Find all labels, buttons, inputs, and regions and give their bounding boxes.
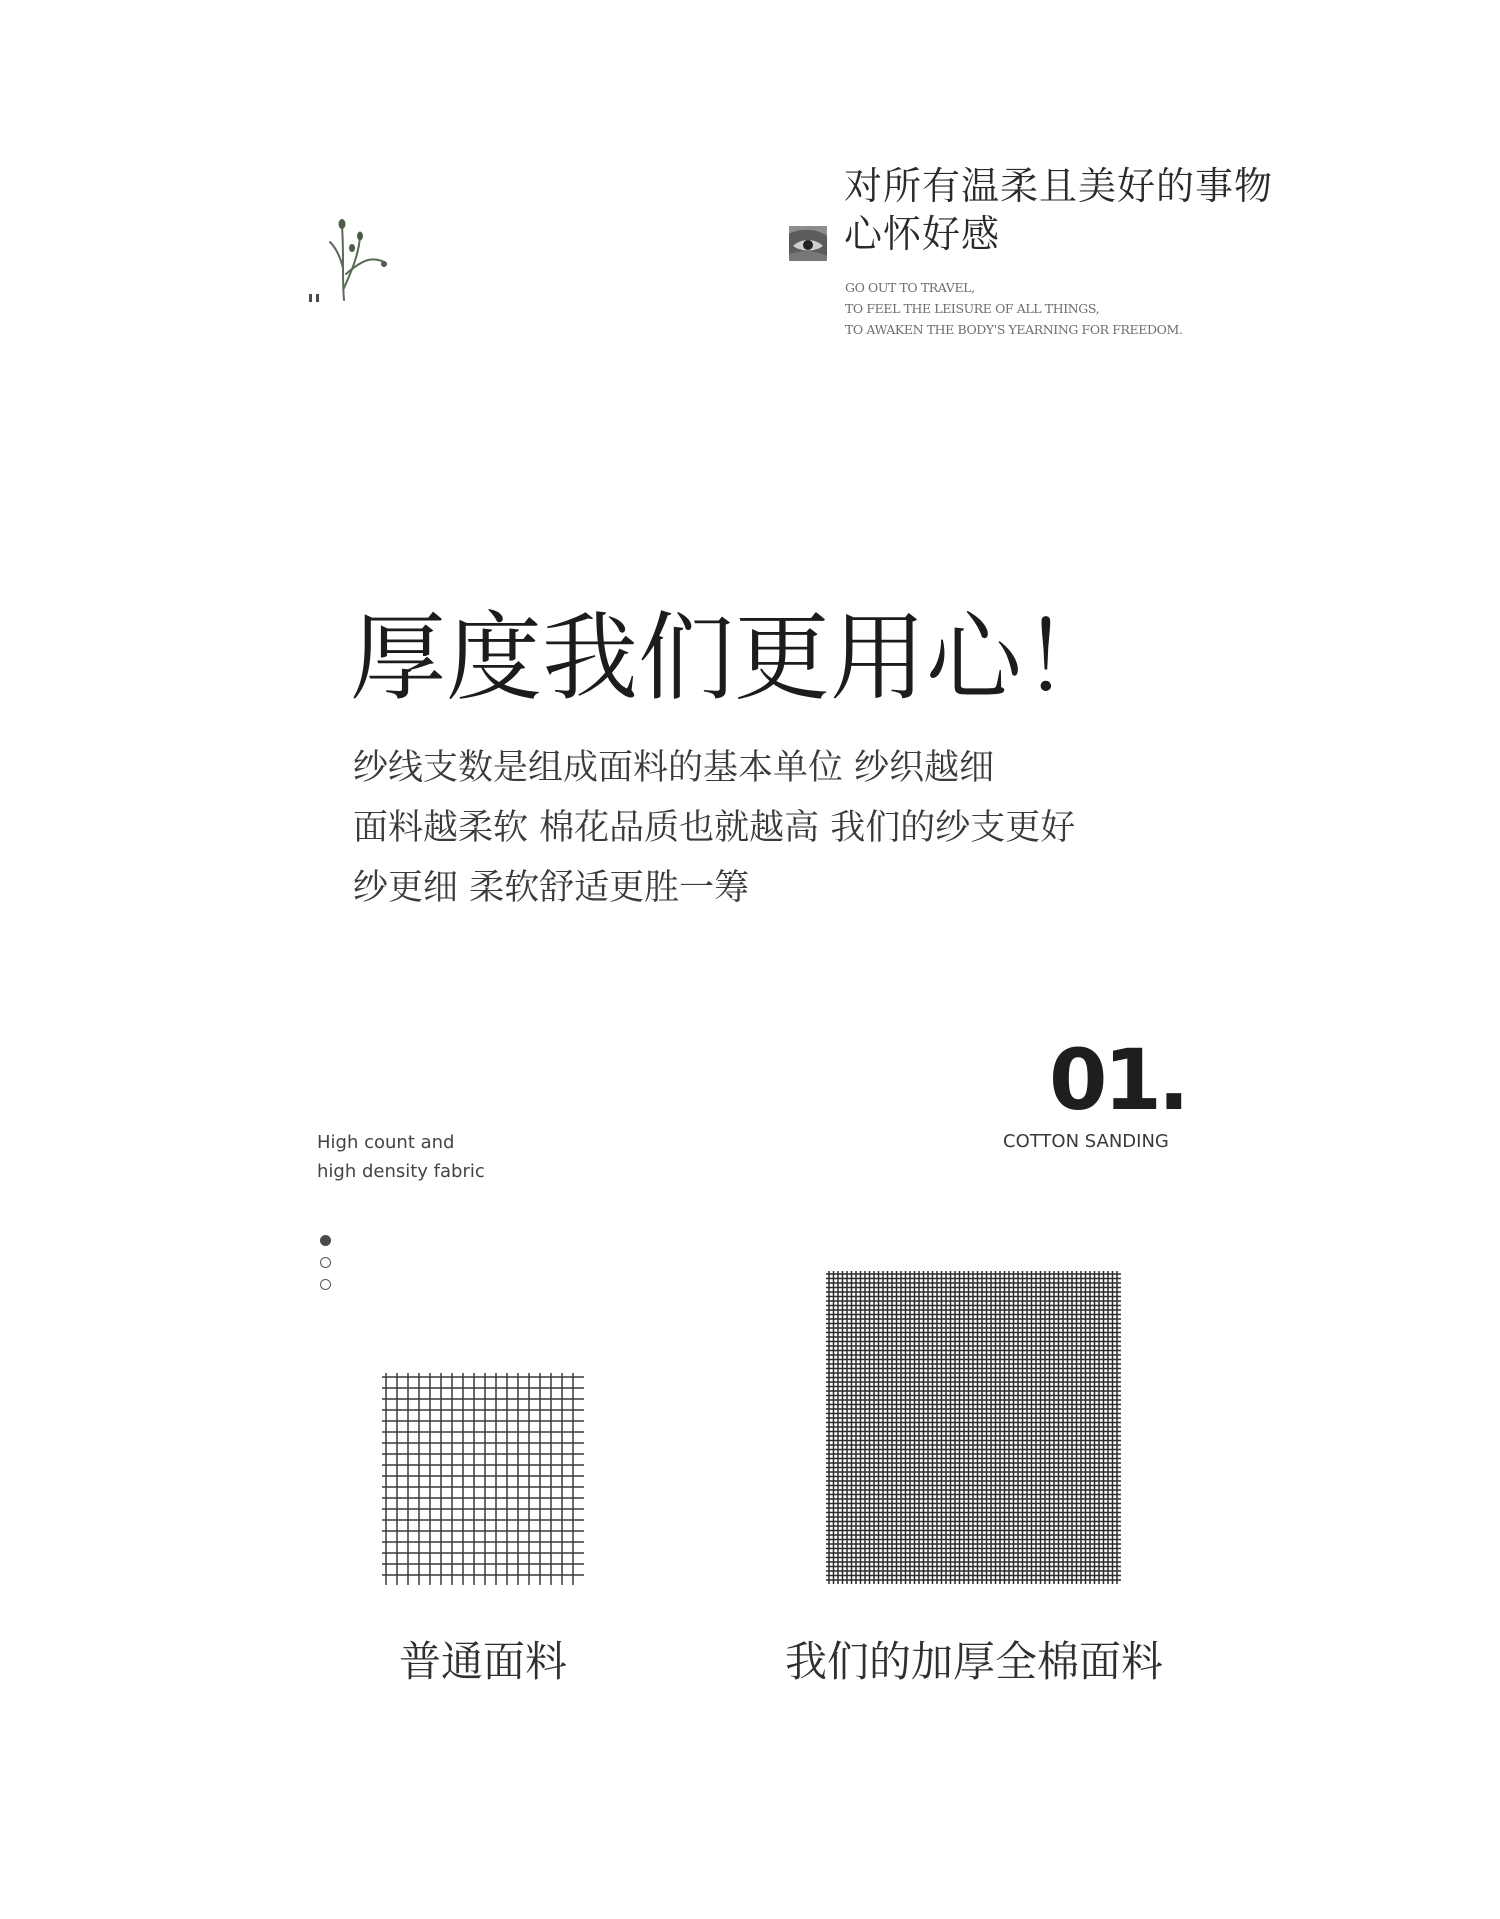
headline: 厚度我们更用心！ xyxy=(350,602,1118,714)
section-number: 01. xyxy=(1049,1031,1186,1129)
pager-dot-3[interactable] xyxy=(320,1279,331,1290)
tagline-en xyxy=(845,277,1182,340)
tagline-cn xyxy=(844,162,1273,258)
pager-dot-1[interactable] xyxy=(320,1235,331,1246)
thick-cotton-fabric-caption: 我们的加厚全棉面料 xyxy=(784,1637,1163,1686)
side-note-line-1: High count and xyxy=(317,1132,455,1153)
side-note xyxy=(317,1128,485,1186)
pager-dot-2[interactable] xyxy=(320,1257,331,1268)
tagline-cn-line-2: 心怀好感 xyxy=(844,212,1001,256)
regular-fabric-swatch xyxy=(382,1373,584,1585)
regular-fabric-caption: 普通面料 xyxy=(398,1637,567,1686)
eye-photo-thumbnail xyxy=(789,226,827,261)
tagline-en-line-2: TO FEEL THE LEISURE OF ALL THINGS, xyxy=(845,301,1100,316)
body-line-1: 纱线支数是组成面料的基本单位 纱织越细 xyxy=(353,748,995,788)
flower-sketch-icon xyxy=(300,208,400,308)
section-subtitle: COTTON SANDING xyxy=(1003,1131,1169,1152)
body-line-3: 纱更细 柔软舒适更胜一筹 xyxy=(353,868,750,908)
tagline-en-line-1: GO OUT TO TRAVEL, xyxy=(845,280,975,295)
body-line-2: 面料越柔软 棉花品质也就越高 我们的纱支更好 xyxy=(353,808,1076,848)
tagline-en-line-3: TO AWAKEN THE BODY'S YEARNING FOR FREEDOM. xyxy=(845,322,1183,337)
tagline-cn-line-1: 对所有温柔且美好的事物 xyxy=(844,164,1274,208)
side-note-line-2: high density fabric xyxy=(317,1161,485,1182)
thick-cotton-fabric-swatch xyxy=(826,1271,1121,1584)
body-text xyxy=(353,738,1075,918)
